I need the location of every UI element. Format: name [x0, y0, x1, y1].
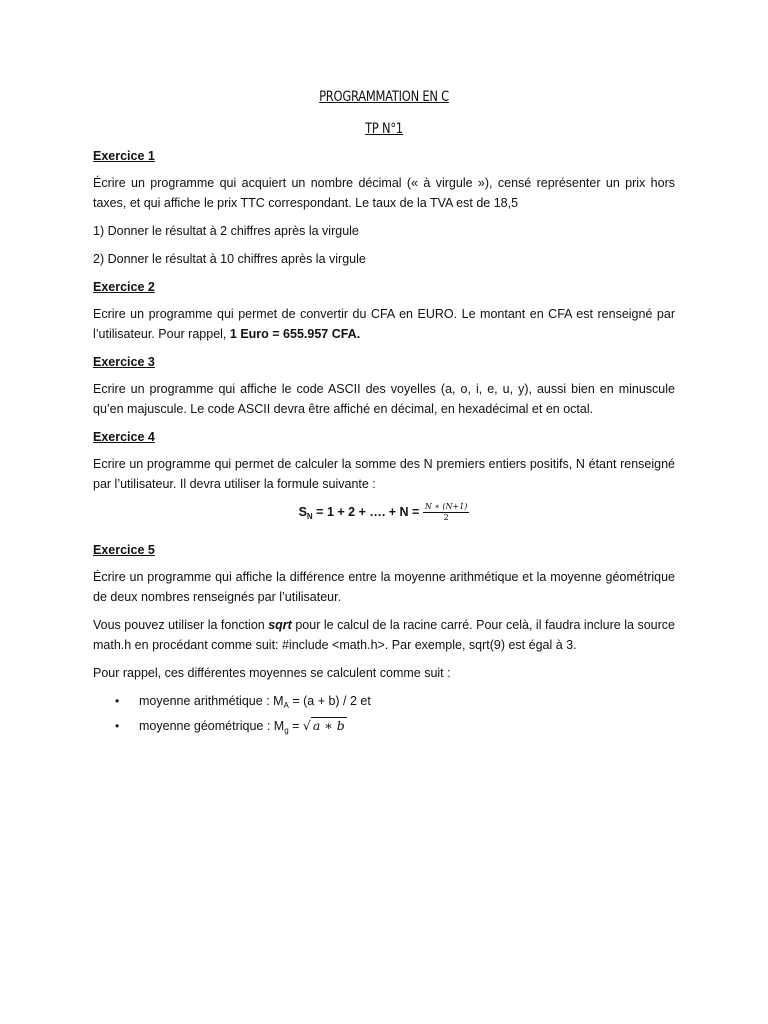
formula-denominator: 2: [443, 513, 449, 523]
bullet-icon: •: [115, 719, 120, 733]
list-item-geometric: [115, 716, 675, 741]
exercise-2-text: [93, 304, 675, 344]
exercise-5-heading: Exercice 5: [93, 543, 155, 557]
formula-sub: N: [306, 512, 313, 521]
document-title: PROGRAMMATION EN C: [319, 89, 449, 105]
exercise-2-rate: 1 Euro = 655.957 CFA.: [229, 327, 361, 341]
sqrt-function: sqrt: [268, 618, 292, 632]
exercise-4-text: Ecrire un programme qui permet de calculer la somme des N premiers entiers positifs, N étant renseigné par l’utilisateur. Il devra utiliser la formule suivante :: [93, 457, 675, 491]
arithmetic-sub: A: [283, 701, 289, 710]
exercise-4-heading: Exercice 4: [93, 430, 155, 444]
exercise-3: [93, 352, 675, 419]
list-item-arithmetic: [115, 691, 675, 716]
arithmetic-label: moyenne arithmétique : M: [139, 694, 284, 708]
exercise-3-heading: Exercice 3: [93, 355, 155, 369]
exercise-3-text: Ecrire un programme qui affiche le code ASCII des voyelles (a, o, i, e, u, y), aussi bien en minuscule qu’en majuscule. Le code ASCII devra être affiché en décimal, en hexadécimal et en octal.: [93, 382, 675, 416]
exercise-5-text-3: Pour rappel, ces différentes moyennes se calculent comme suit :: [93, 666, 451, 680]
document-page: [93, 84, 675, 741]
exercise-5-text-2: [93, 615, 675, 655]
exercise-2: [93, 277, 675, 344]
exercise-1: [93, 146, 675, 269]
exercise-2-heading: Exercice 2: [93, 280, 155, 294]
means-list: [93, 691, 675, 741]
sqrt-expression: √ a ∗ b: [302, 718, 345, 733]
exercise-4: [93, 427, 675, 532]
sum-formula: [93, 502, 675, 532]
sqrt-radicand: a ∗ b: [312, 718, 345, 733]
formula-fraction: [423, 502, 470, 523]
exercise-5-text-2a: Vous pouvez utiliser la fonction: [93, 618, 265, 632]
exercise-1-item-2: 2) Donner le résultat à 10 chiffres après la virgule: [93, 252, 366, 266]
geometric-label: moyenne géométrique : M: [139, 719, 285, 733]
document-subtitle: TP N°1: [365, 121, 403, 137]
exercise-5-text-1: Écrire un programme qui affiche la différence entre la moyenne arithmétique et la moyenne géométrique de deux nombres renseignés par l’utilisateur.: [93, 570, 675, 604]
bullet-icon: •: [115, 694, 120, 708]
exercise-2-text-main: Ecrire un programme qui permet de convertir du CFA en EURO. Le montant en CFA est renseigné par l’utilisateur. Pour rappel,: [93, 307, 675, 341]
exercise-1-item-1: 1) Donner le résultat à 2 chiffres après la virgule: [93, 224, 359, 238]
formula-s: S: [298, 505, 307, 519]
geometric-sub: g: [284, 726, 289, 735]
formula-numerator: N ∗ (N+1): [424, 502, 468, 512]
exercise-5: [93, 540, 675, 741]
exercise-1-heading: Exercice 1: [93, 149, 155, 163]
formula-mid: = 1 + 2 + …. + N =: [312, 505, 423, 519]
geometric-eq: =: [288, 719, 303, 733]
exercise-1-text: Écrire un programme qui acquiert un nombre décimal (« à virgule »), censé représenter un prix hors taxes, et qui affiche le prix TTC correspondant. Le taux de la TVA est de 18,5: [93, 176, 675, 210]
arithmetic-formula: = (a + b) / 2 et: [288, 694, 371, 708]
exercise-5-text-2b: pour le calcul de la racine carré. Pour celà, il faudra inclure la source math.h en procédant comme suit: #include <math.h>. Par exemple, sqrt(9) est égal à 3.: [93, 618, 675, 652]
